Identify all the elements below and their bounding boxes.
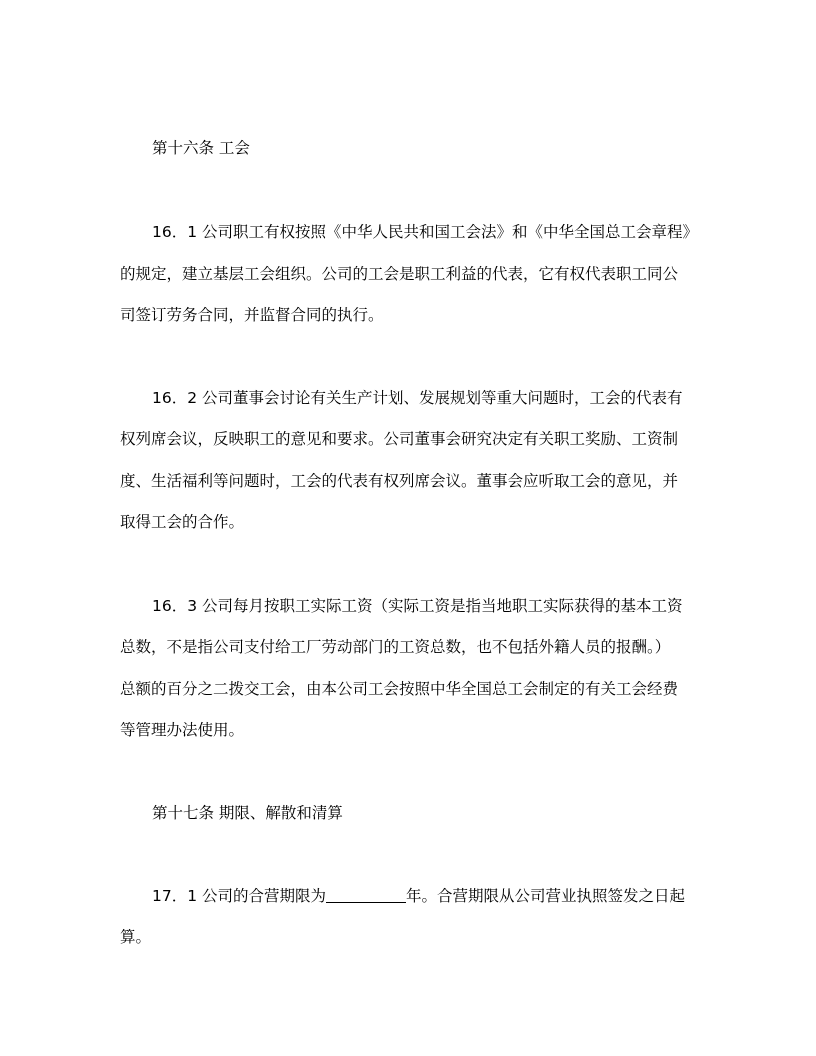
para-16-3-line-4: 等管理办法使用。 <box>120 721 245 739</box>
para-16-2-line-2: 权列席会议，反映职工的意见和要求。公司董事会研究决定有关职工奖励、工资制 <box>120 430 679 448</box>
para-16-3-line-2: 总数，不是指公司支付给工厂劳动部门的工资总数，也不包括外籍人员的报酬。） <box>120 638 671 656</box>
para-17-1-line-2: 算。 <box>120 928 152 946</box>
para-17-1-text-before-blank: 17．1 公司的合营期限为 <box>152 887 327 905</box>
para-16-1-line-2: 的规定，建立基层工会组织。公司的工会是职工利益的代表，它有权代表职工同公 <box>120 265 679 283</box>
para-16-3-line-1: 16．3 公司每月按职工实际工资（实际工资是指当地职工实际获得的基本工资 <box>152 597 683 615</box>
para-16-1-line-1: 16．1 公司职工有权按照《中华人民共和国工会法》和《中华全国总工会章程》 <box>152 223 699 241</box>
para-16-2-line-4: 取得工会的合作。 <box>120 513 245 531</box>
article-17-heading: 第十七条 期限、解散和清算 <box>152 804 343 822</box>
para-17-1-text-after-blank: 年。合营期限从公司营业执照签发之日起 <box>406 887 686 905</box>
para-16-2-line-1: 16．2 公司董事会讨论有关生产计划、发展规划等重大问题时，工会的代表有 <box>152 389 683 407</box>
term-years-blank <box>326 888 406 903</box>
article-16-heading: 第十六条 工会 <box>152 139 250 157</box>
para-16-3-line-3: 总额的百分之二拨交工会，由本公司工会按照中华全国总工会制定的有关工会经费 <box>120 680 679 698</box>
para-17-1-line-1 <box>152 886 700 906</box>
para-16-1-line-3: 司签订劳务合同，并监督合同的执行。 <box>120 306 384 324</box>
para-16-2-line-3: 度、生活福利等问题时，工会的代表有权列席会议。董事会应听取工会的意见，并 <box>120 472 679 490</box>
